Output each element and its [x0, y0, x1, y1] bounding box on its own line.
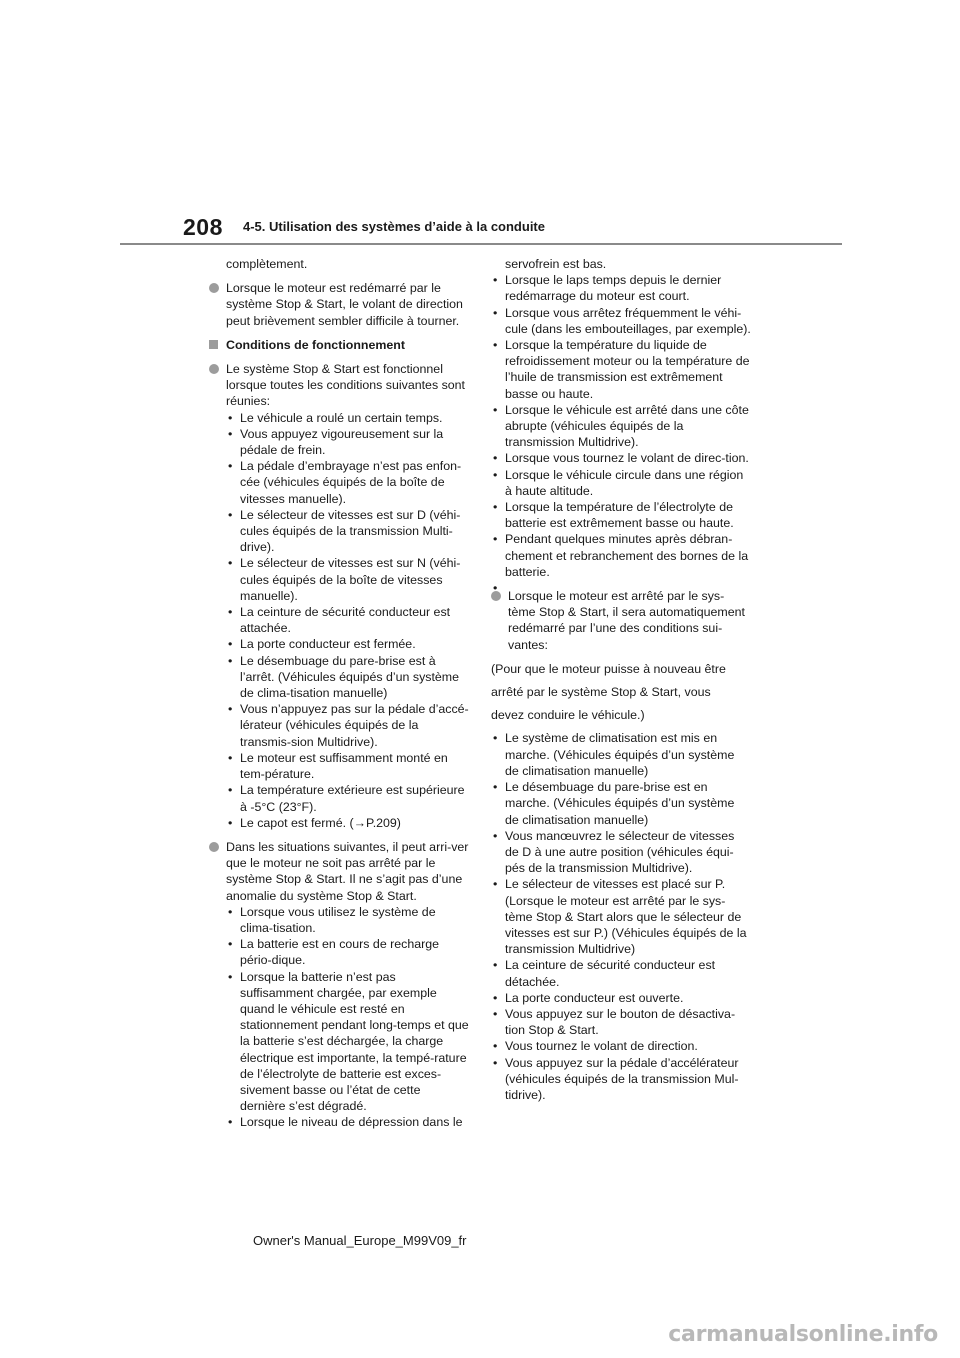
- round-bullet-icon: [491, 591, 501, 601]
- list-item: • Vous tournez le volant de direction.: [491, 1038, 751, 1054]
- list-item: • Vous n’appuyez pas sur la pédale d’accé-lérateur (véhicules équipés de la transmis-sion Multidrive).: [226, 701, 469, 750]
- list-item: • Le moteur est suffisamment monté en tem-pérature.: [226, 750, 469, 782]
- list-item: • Le véhicule a roulé un certain temps.: [226, 410, 469, 426]
- round-bullet-icon: [209, 842, 219, 852]
- footer-manual-id: Owner's Manual_Europe_M99V09_fr: [253, 1233, 467, 1248]
- list-item: • Lorsque le laps temps depuis le dernier redémarrage du moteur est court.: [491, 272, 751, 304]
- section-title: 4-5. Utilisation des systèmes d’aide à la conduite: [243, 219, 545, 234]
- list-item: • Lorsque la batterie n’est pas suffisamment chargée, par exemple quand le véhicule est resté en stationnement pendant long-temps et que la batterie s’est déchargée, la charge électrique est importante, la tempé-rature de l’électrolyte de batterie est exces-sivement basse ou l’état de cette dernière s’est dégradé.: [226, 969, 469, 1115]
- not-stop-list-continued: [491, 272, 751, 580]
- list-item: • Lorsque le véhicule circule dans une région à haute altitude.: [491, 467, 751, 499]
- auto-restart-note-line: (Pour que le moteur puisse à nouveau être: [491, 661, 726, 676]
- list-item: • Le sélecteur de vitesses est sur N (véhi-cules équipés de la boîte de vitesses manuelle).: [226, 555, 469, 604]
- list-item: • Vous appuyez vigoureusement sur la pédale de frein.: [226, 426, 469, 458]
- list-item: • La porte conducteur est fermée.: [226, 636, 469, 652]
- list-item: • Le sélecteur de vitesses est placé sur P. (Lorsque le moteur est arrêté par le sys-tème Stop & Start alors que le sélecteur de vitesses est sur P.) (Véhicules équipés de la transmission Multidrive): [491, 876, 751, 957]
- list-item: • Lorsque la température du liquide de refroidissement moteur ou la température de l’huile de transmission est extrêmement basse ou haute.: [491, 337, 751, 402]
- continuation-text: servofrein est bas.: [505, 257, 607, 271]
- conditions-intro: Le système Stop & Start est fonctionnel lorsque toutes les conditions suivantes sont réunies:: [226, 362, 466, 409]
- list-item: • Le sélecteur de vitesses est sur D (véhi-cules équipés de la transmission Multi-drive).: [226, 507, 469, 556]
- list-item: • Lorsque vous arrêtez fréquemment le véhi-cule (dans les embouteillages, par exemple).: [491, 305, 751, 337]
- list-item: • Le désembuage du pare-brise est en marche. (Véhicules équipés d’un système de climatisation manuelle): [491, 779, 751, 828]
- list-item: • Le système de climatisation est mis en marche. (Véhicules équipés d’un système de climatisation manuelle): [491, 730, 751, 779]
- conditions-heading-text: Conditions de fonctionnement: [226, 337, 405, 352]
- list-item: • Le capot est fermé. (→P.209): [226, 815, 469, 831]
- list-item: • La batterie est en cours de recharge pério-dique.: [226, 936, 469, 968]
- list-item: • Lorsque le niveau de dépression dans le: [226, 1114, 469, 1130]
- list-item: • Le désembuage du pare-brise est à l’arrêt. (Véhicules équipés d’un système de clima-tisation manuelle): [226, 653, 469, 702]
- restart-note: [209, 280, 469, 329]
- auto-restart-list: [491, 730, 751, 1103]
- not-stop-list: [226, 904, 469, 1131]
- list-item: • La porte conducteur est ouverte.: [491, 990, 751, 1006]
- list-item: • Vous appuyez sur la pédale d’accélérateur (véhicules équipés de la transmission Mul-tidrive).: [491, 1055, 751, 1104]
- list-item: • Vous manœuvrez le sélecteur de vitesses de D à une autre position (véhicules équi-pés de la transmission Multidrive).: [491, 828, 751, 877]
- list-item: • La ceinture de sécurité conducteur est attachée.: [226, 604, 469, 636]
- restart-note-text: Lorsque le moteur est redémarré par le système Stop & Start, le volant de direction peut brièvement sembler difficile à tourner.: [226, 281, 463, 328]
- not-stop-block: [209, 839, 469, 1131]
- not-stop-intro: Dans les situations suivantes, il peut arri-ver que le moteur ne soit pas arrêté par le système Stop & Start. Il ne s’agit pas d’une anomalie du système Stop & Start.: [226, 839, 469, 903]
- continuation-text: complètement.: [226, 257, 308, 271]
- list-item: • La ceinture de sécurité conducteur est détachée.: [491, 957, 751, 989]
- auto-restart-note-line: devez conduire le véhicule.): [491, 708, 645, 723]
- page-number: 208: [183, 214, 223, 240]
- list-item: • La pédale d’embrayage n’est pas enfon-cée (véhicules équipés de la boîte de vitesses manuelle).: [226, 458, 469, 507]
- list-item: • Lorsque vous tournez le volant de direc-tion.: [491, 450, 751, 466]
- auto-restart-note-line: arrêté par le système Stop & Start, vous: [491, 685, 711, 700]
- header-divider: [120, 243, 842, 245]
- conditions-list: [226, 410, 469, 831]
- conditions-heading: [209, 337, 469, 353]
- list-item: • Lorsque vous utilisez le système de clima-tisation.: [226, 904, 469, 936]
- auto-restart-block: [491, 588, 751, 653]
- round-bullet-icon: [209, 364, 219, 374]
- square-bullet-icon: [209, 340, 218, 349]
- list-item: • Lorsque la température de l’électrolyte de batterie est extrêmement basse ou haute.: [491, 499, 751, 531]
- round-bullet-icon: [209, 283, 219, 293]
- left-column: [209, 256, 469, 1139]
- list-item: • La température extérieure est supérieure à -5°C (23°F).: [226, 782, 469, 814]
- auto-restart-intro: Lorsque le moteur est arrêté par le sys-tème Stop & Start, il sera automatiquement redémarré par l’une des conditions sui-vantes:: [508, 589, 745, 652]
- watermark: carmanualsonline.info: [668, 1322, 938, 1347]
- right-column: [491, 256, 751, 1103]
- list-item: • Pendant quelques minutes après débran-chement et rebranchement des bornes de la batterie.: [491, 531, 751, 580]
- list-item: • Lorsque le véhicule est arrêté dans une côte abrupte (véhicules équipés de la transmission Multidrive).: [491, 402, 751, 451]
- conditions-block: [209, 361, 469, 831]
- list-item: • Vous appuyez sur le bouton de désactiva-tion Stop & Start.: [491, 1006, 751, 1038]
